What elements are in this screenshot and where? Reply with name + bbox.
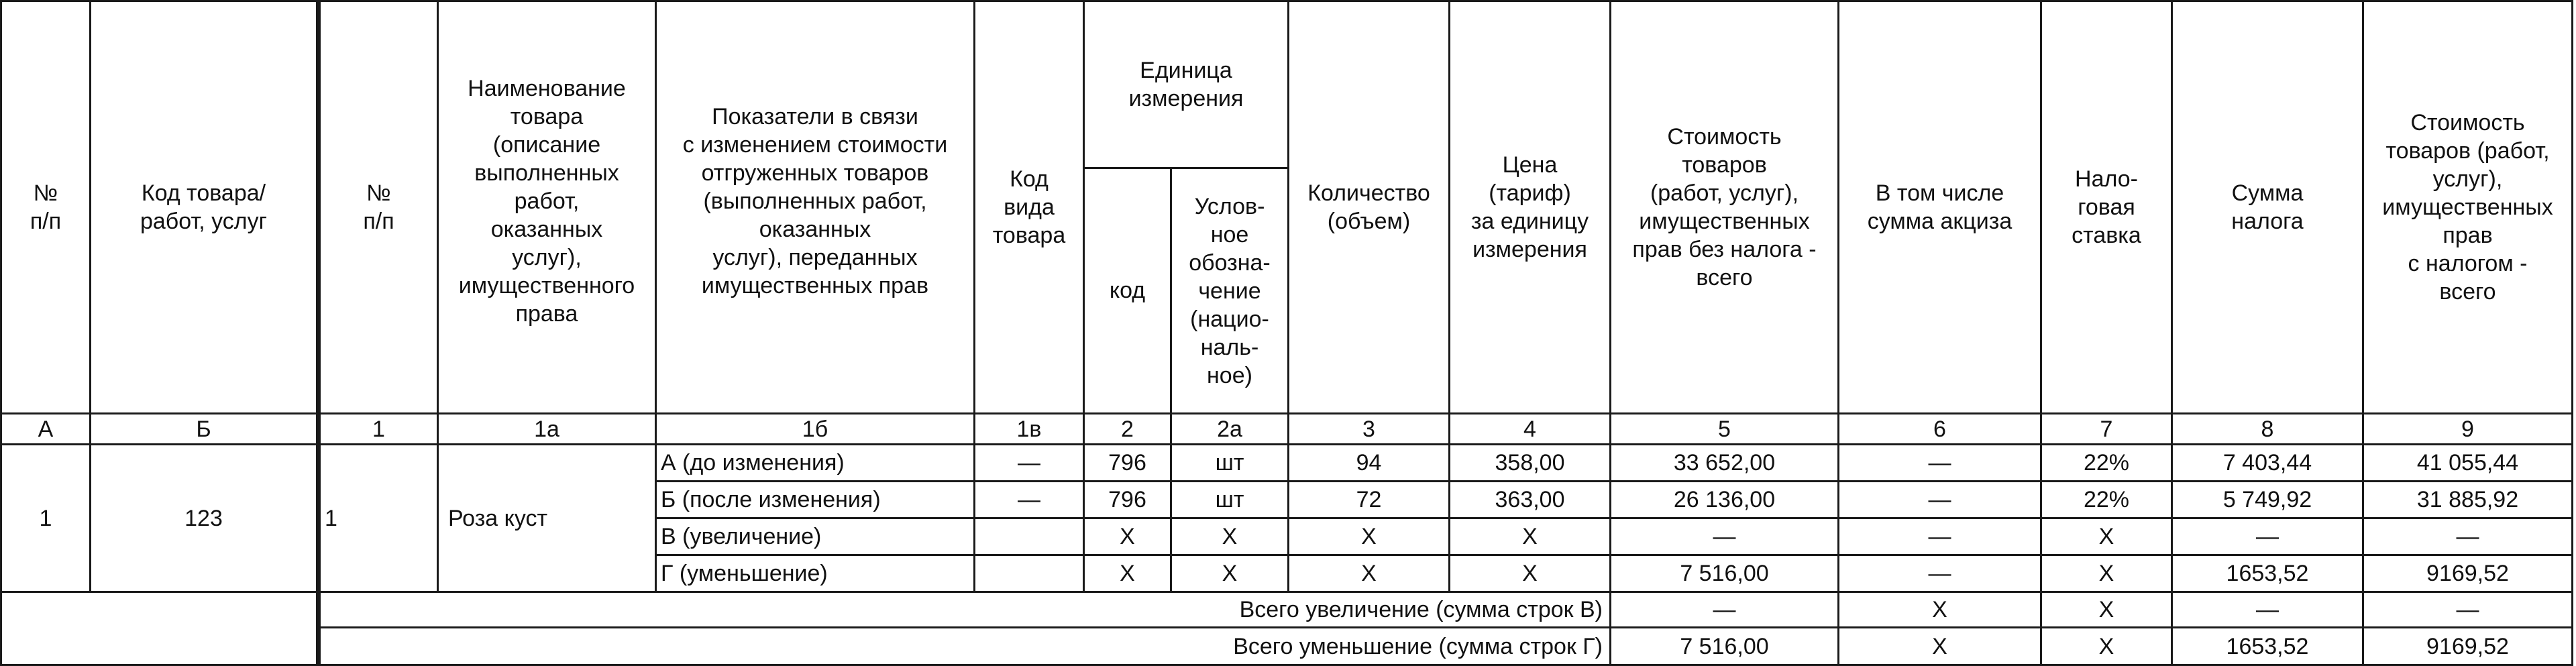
row-price: 358,00: [1450, 445, 1611, 482]
row-unit-symbol: шт: [1171, 482, 1289, 518]
header-price: Цена (тариф) за единицу измерения: [1450, 1, 1611, 414]
item-product-code: 123: [91, 445, 319, 592]
row-quantity: 94: [1289, 445, 1450, 482]
total-decrease-total: 9169,52: [2363, 628, 2573, 665]
col-index-a: А: [1, 414, 91, 445]
total-increase-tax: —: [2172, 592, 2363, 628]
table-row: [1, 445, 2573, 482]
totals-blank-cell: [1, 592, 319, 665]
row-tax-sum: 7 403,44: [2172, 445, 2363, 482]
row-label: А (до изменения): [656, 445, 975, 482]
row-cost-with-tax: 31 885,92: [2363, 482, 2573, 518]
row-cost-without-tax: —: [1611, 518, 1839, 555]
row-unit-symbol: X: [1171, 518, 1289, 555]
item-product-name: Роза куст: [438, 445, 656, 592]
row-tax-rate: X: [2041, 518, 2172, 555]
header-type-code: Код вида товара: [975, 1, 1084, 414]
col-index-1v: 1в: [975, 414, 1084, 445]
total-row: [1, 592, 2573, 628]
col-index-8: 8: [2172, 414, 2363, 445]
row-quantity: X: [1289, 555, 1450, 592]
total-increase-total: —: [2363, 592, 2573, 628]
header-cost-with-tax: Стоимость товаров (работ, услуг), имущественных прав с налогом - всего: [2363, 1, 2573, 414]
col-index-1a: 1а: [438, 414, 656, 445]
row-excise: —: [1839, 445, 2041, 482]
col-index-b: Б: [91, 414, 319, 445]
row-unit-code: 796: [1084, 445, 1171, 482]
total-decrease-tax: 1653,52: [2172, 628, 2363, 665]
col-index-3: 3: [1289, 414, 1450, 445]
row-tax-rate: 22%: [2041, 445, 2172, 482]
total-decrease-label: Всего уменьшение (сумма строк Г): [319, 628, 1611, 665]
row-quantity: X: [1289, 518, 1450, 555]
row-type-code: —: [975, 445, 1084, 482]
row-cost-with-tax: 41 055,44: [2363, 445, 2573, 482]
header-unit-symbol: Услов- ное обозна- чение (нацио- наль- ное): [1171, 168, 1289, 414]
header-row-number: № п/п: [1, 1, 91, 414]
header-unit-code: код: [1084, 168, 1171, 414]
row-type-code: [975, 518, 1084, 555]
column-index-row: [1, 414, 2573, 445]
col-index-1b: 1б: [656, 414, 975, 445]
col-index-2: 2: [1084, 414, 1171, 445]
col-index-7: 7: [2041, 414, 2172, 445]
row-cost-without-tax: 26 136,00: [1611, 482, 1839, 518]
row-tax-sum: 5 749,92: [2172, 482, 2363, 518]
col-index-4: 4: [1450, 414, 1611, 445]
total-increase-excise: X: [1839, 592, 2041, 628]
row-cost-with-tax: —: [2363, 518, 2573, 555]
row-quantity: 72: [1289, 482, 1450, 518]
item-number: 1: [1, 445, 91, 592]
row-excise: —: [1839, 555, 2041, 592]
row-price: X: [1450, 555, 1611, 592]
total-increase-cost: —: [1611, 592, 1839, 628]
row-cost-without-tax: 7 516,00: [1611, 555, 1839, 592]
total-decrease-excise: X: [1839, 628, 2041, 665]
header-tax-rate: Нало- говая ставка: [2041, 1, 2172, 414]
col-index-6: 6: [1839, 414, 2041, 445]
row-price: X: [1450, 518, 1611, 555]
header-product-name: Наименование товара (описание выполненных работ, оказанных услуг), имущественного права: [438, 1, 656, 414]
total-decrease-cost: 7 516,00: [1611, 628, 1839, 665]
col-index-9: 9: [2363, 414, 2573, 445]
row-label: Б (после изменения): [656, 482, 975, 518]
row-excise: —: [1839, 482, 2041, 518]
row-unit-code: X: [1084, 555, 1171, 592]
row-tax-sum: 1653,52: [2172, 555, 2363, 592]
total-decrease-rate: X: [2041, 628, 2172, 665]
row-type-code: [975, 555, 1084, 592]
row-tax-sum: —: [2172, 518, 2363, 555]
header-row-top: [1, 1, 2573, 168]
row-cost-without-tax: 33 652,00: [1611, 445, 1839, 482]
header-product-code: Код товара/ работ, услуг: [91, 1, 319, 414]
row-unit-symbol: X: [1171, 555, 1289, 592]
header-row-number-2: № п/п: [319, 1, 438, 414]
total-increase-label: Всего увеличение (сумма строк В): [319, 592, 1611, 628]
header-quantity: Количество (объем): [1289, 1, 1450, 414]
row-type-code: —: [975, 482, 1084, 518]
row-unit-code: X: [1084, 518, 1171, 555]
row-excise: —: [1839, 518, 2041, 555]
total-increase-rate: X: [2041, 592, 2172, 628]
row-label: Г (уменьшение): [656, 555, 975, 592]
header-excise: В том числе сумма акциза: [1839, 1, 2041, 414]
item-number-2: 1: [319, 445, 438, 592]
header-tax-sum: Сумма налога: [2172, 1, 2363, 414]
col-index-1: 1: [319, 414, 438, 445]
col-index-2a: 2а: [1171, 414, 1289, 445]
row-unit-code: 796: [1084, 482, 1171, 518]
row-price: 363,00: [1450, 482, 1611, 518]
row-label: В (увеличение): [656, 518, 975, 555]
col-index-5: 5: [1611, 414, 1839, 445]
row-tax-rate: 22%: [2041, 482, 2172, 518]
row-cost-with-tax: 9169,52: [2363, 555, 2573, 592]
header-cost-without-tax: Стоимость товаров (работ, услуг), имущественных прав без налога - всего: [1611, 1, 1839, 414]
header-indicators: Показатели в связи с изменением стоимости отгруженных товаров (выполненных работ, оказанных услуг), переданных имущественных прав: [656, 1, 975, 414]
row-tax-rate: X: [2041, 555, 2172, 592]
header-unit-group: Единица измерения: [1084, 1, 1289, 168]
row-unit-symbol: шт: [1171, 445, 1289, 482]
total-row: [1, 628, 2573, 665]
